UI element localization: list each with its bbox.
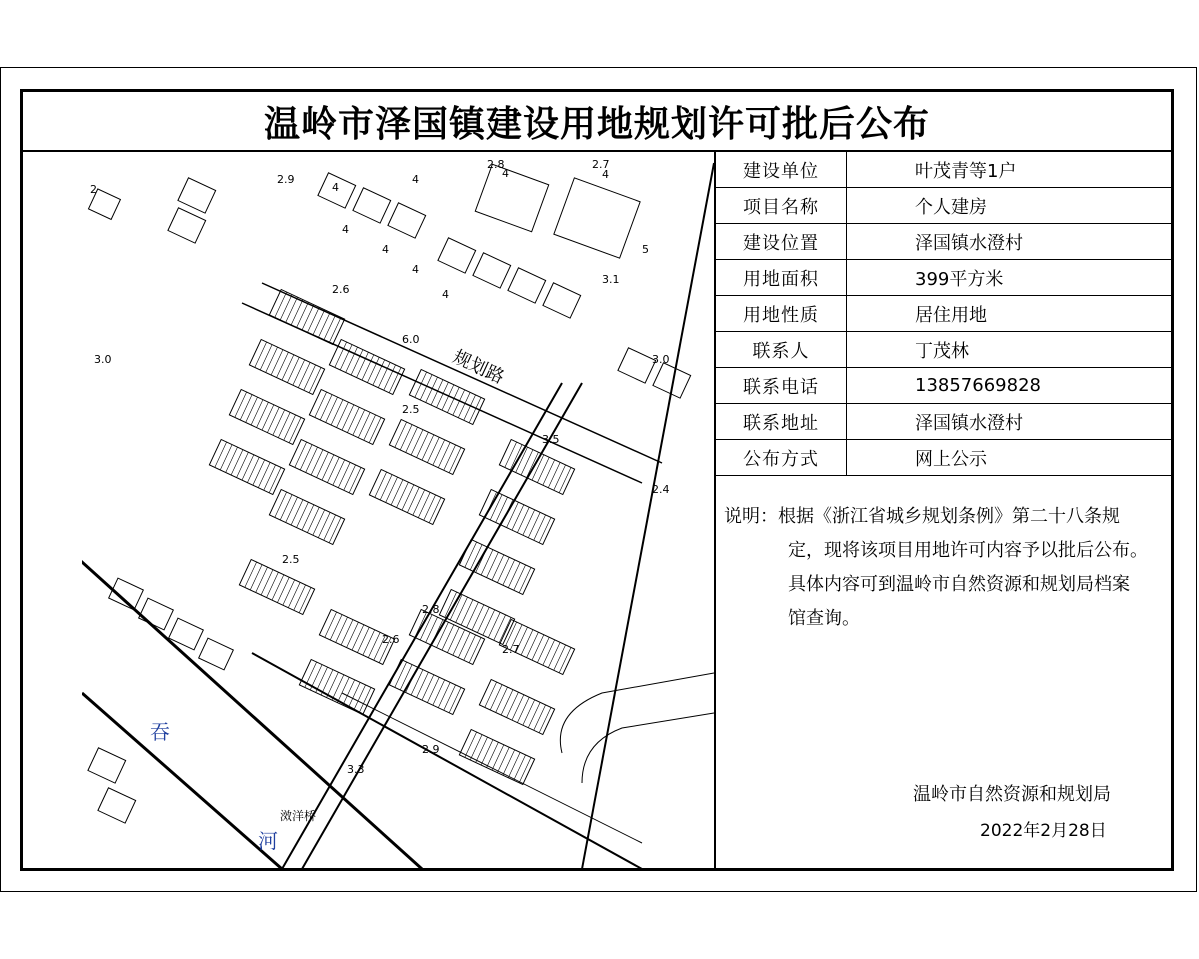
hatch-line [532, 635, 544, 660]
hatch-line [395, 662, 407, 687]
hatch-line [470, 735, 482, 760]
hatch-line [357, 627, 369, 652]
row-label: 建设单位 [716, 152, 847, 187]
hatch-line [391, 480, 403, 505]
hatch-line [467, 602, 479, 627]
hatch-line [497, 557, 509, 582]
hatched-building [269, 490, 344, 545]
hatch-line [342, 405, 354, 430]
hatch-line [411, 430, 423, 455]
hatch-line [318, 312, 330, 337]
hatch-line [307, 507, 319, 532]
hatch-line [438, 682, 450, 707]
hatch-line [348, 682, 360, 707]
map-number-label: 3.0 [94, 353, 112, 366]
hatch-line [293, 360, 305, 385]
table-row [716, 404, 1171, 440]
hatch-line [483, 610, 495, 635]
hatch-line [395, 422, 407, 447]
hatch-line [358, 412, 370, 437]
hatch-line [433, 440, 445, 465]
hatch-line [508, 562, 520, 587]
hatch-line [492, 745, 504, 770]
hatch-line [280, 495, 292, 520]
hatch-line [298, 362, 310, 387]
hatch-line [220, 445, 232, 470]
hatch-line [386, 477, 398, 502]
map-number-label: 4 [332, 181, 339, 194]
hatch-line [507, 502, 519, 527]
map-number-label: 2 [90, 183, 97, 196]
hatch-line [330, 615, 342, 640]
row-label: 建设位置 [716, 224, 847, 259]
hatch-line [481, 740, 493, 765]
hatch-line [523, 700, 535, 725]
hatch-line [337, 677, 349, 702]
row-value: 13857669828 [915, 375, 1041, 396]
hatch-line [367, 357, 379, 382]
hatch-line [278, 412, 290, 437]
table-row [716, 260, 1171, 296]
row-value: 丁茂林 [915, 340, 969, 362]
hatched-building [389, 420, 464, 475]
hatch-line [280, 295, 292, 320]
note-line-1: 说明：根据《浙江省城乡规划条例》第二十八条规 [724, 506, 1120, 527]
hatch-line [400, 665, 412, 690]
row-value: 399平方米 [915, 268, 1004, 290]
hatch-line [490, 685, 502, 710]
hatch-line [400, 425, 412, 450]
hatch-line [352, 625, 364, 650]
hatch-line [527, 452, 539, 477]
hatch-line [422, 675, 434, 700]
row-value: 居住用地 [915, 304, 987, 326]
hatch-line [266, 347, 278, 372]
hatch-line [297, 502, 309, 527]
hatch-line [402, 485, 414, 510]
hatch-line [272, 575, 284, 600]
hatch-line [496, 497, 508, 522]
hatch-line [422, 435, 434, 460]
note-line-2: 定，现将该项目用地许可内容予以批后公布。 [788, 540, 1148, 561]
hatch-line [331, 400, 343, 425]
hatch-line [302, 305, 314, 330]
hatch-line [444, 685, 456, 710]
hatch-line [534, 705, 546, 730]
hatch-line [528, 702, 540, 727]
hatch-line [543, 640, 555, 665]
map-number-label: 4 [442, 288, 449, 301]
map-number-label: 2.8 [422, 603, 440, 616]
map-road-label: 规划路 [449, 346, 508, 389]
hatch-line [324, 315, 336, 340]
hatch-line [291, 500, 303, 525]
hatch-line [315, 392, 327, 417]
hatch-line [336, 617, 348, 642]
hatch-line [332, 675, 344, 700]
hatch-line [255, 342, 267, 367]
hatch-line [282, 355, 294, 380]
hatch-line [251, 400, 263, 425]
hatch-line [316, 667, 328, 692]
hatch-line [427, 437, 439, 462]
hatch-line [324, 515, 336, 540]
hatch-line [302, 505, 314, 530]
row-label: 用地面积 [716, 260, 847, 295]
hatch-line [275, 492, 287, 517]
hatch-line [453, 630, 465, 655]
hatch-line [417, 432, 429, 457]
hatched-building [309, 390, 384, 445]
hatch-line [262, 405, 274, 430]
explanation-note [724, 500, 1164, 636]
hatch-line [442, 625, 454, 650]
table-row [716, 332, 1171, 368]
hatch-line [267, 572, 279, 597]
note-line-4: 馆查询。 [788, 608, 860, 629]
hatched-building [459, 540, 534, 595]
hatch-line [321, 670, 333, 695]
map-number-label: 2.9 [422, 743, 440, 756]
hatch-line [295, 442, 307, 467]
map-number-label: 2.6 [382, 633, 400, 646]
hatched-building [369, 470, 444, 525]
hatch-line [364, 415, 376, 440]
hatch-line [310, 665, 322, 690]
map-number-label: 4 [342, 223, 349, 236]
hatch-line [286, 297, 298, 322]
hatch-line [537, 457, 549, 482]
hatch-line [363, 630, 375, 655]
hatch-line [354, 685, 366, 710]
hatch-line [476, 737, 488, 762]
hatch-line [465, 732, 477, 757]
hatch-line [237, 452, 249, 477]
hatch-line [476, 547, 488, 572]
hatch-line [397, 482, 409, 507]
hatch-line [235, 392, 247, 417]
hatch-line [264, 465, 276, 490]
hatch-line [313, 310, 325, 335]
hatch-line [325, 612, 337, 637]
hatch-line [492, 555, 504, 580]
row-label: 公布方式 [716, 440, 847, 475]
hatch-line [242, 455, 254, 480]
hatch-line [517, 697, 529, 722]
hatch-line [503, 750, 515, 775]
hatch-line [284, 415, 296, 440]
table-row [716, 152, 1171, 188]
hatch-line [517, 507, 529, 532]
hatch-line [512, 505, 524, 530]
hatch-line [543, 460, 555, 485]
table-row [716, 188, 1171, 224]
issuer-signature: 温岭市自然资源和规划局 [913, 784, 1111, 805]
hatch-line [327, 457, 339, 482]
map-number-label: 4 [502, 167, 509, 180]
row-label: 联系地址 [716, 404, 847, 439]
hatch-line [347, 407, 359, 432]
hatch-line [333, 460, 345, 485]
hatch-line [537, 637, 549, 662]
table-row [716, 296, 1171, 332]
hatch-line [406, 667, 418, 692]
hatch-line [465, 542, 477, 567]
hatch-line [246, 397, 258, 422]
hatched-building [269, 290, 344, 345]
hatch-line [344, 465, 356, 490]
hatch-line [258, 462, 270, 487]
hatch-line [245, 562, 257, 587]
map-number-label: 5 [642, 243, 649, 256]
hatch-line [554, 645, 566, 670]
hatch-line [477, 607, 489, 632]
map-number-label: 3.1 [602, 273, 620, 286]
hatch-line [548, 462, 560, 487]
hatch-line [287, 357, 299, 382]
hatch-line [514, 755, 526, 780]
hatch-line [275, 292, 287, 317]
hatch-line [431, 620, 443, 645]
hatch-line [305, 662, 317, 687]
hatch-line [347, 622, 359, 647]
hatch-line [318, 512, 330, 537]
hatch-line [418, 492, 430, 517]
hatch-line [240, 395, 252, 420]
hatch-line [304, 365, 316, 390]
map-number-label: 3.5 [542, 433, 560, 446]
issue-date: 2022年2月28日 [980, 821, 1107, 841]
hatch-line [306, 447, 318, 472]
hatch-line [326, 397, 338, 422]
row-value: 个人建房 [915, 196, 987, 218]
map-number-label: 2.7 [502, 643, 520, 656]
notice-title: 温岭市泽国镇建设用地规划许可批后公布 [23, 92, 1171, 152]
hatch-line [413, 490, 425, 515]
hatch-line [338, 462, 350, 487]
hatch-line [317, 452, 329, 477]
table-row [716, 368, 1171, 404]
row-value: 泽国镇水澄村 [915, 232, 1023, 254]
hatch-line [554, 465, 566, 490]
hatch-line [247, 457, 259, 482]
row-value: 叶茂青等1户 [915, 160, 1017, 182]
hatch-line [503, 560, 515, 585]
hatch-line [447, 627, 459, 652]
map-number-label: 2.5 [282, 553, 300, 566]
hatch-line [512, 695, 524, 720]
hatched-building [229, 390, 304, 445]
hatch-line [253, 460, 265, 485]
map-number-label: 2.8 [487, 158, 505, 171]
map-number-label: 3.0 [652, 353, 670, 366]
map-number-label: 2.7 [592, 158, 610, 171]
hatched-building [249, 340, 324, 395]
row-label: 项目名称 [716, 188, 847, 223]
hatch-line [307, 307, 319, 332]
row-label: 用地性质 [716, 296, 847, 331]
hatch-line [273, 410, 285, 435]
map-number-label: 4 [412, 173, 419, 186]
hatch-line [501, 690, 513, 715]
hatch-line [288, 582, 300, 607]
hatch-line [320, 395, 332, 420]
hatch-line [487, 552, 499, 577]
hatch-line [373, 360, 385, 385]
hatch-line [277, 352, 289, 377]
hatch-line [311, 450, 323, 475]
hatch-line [215, 442, 227, 467]
row-label: 联系人 [716, 332, 847, 367]
row-value: 泽国镇水澄村 [915, 412, 1023, 434]
hatch-line [267, 407, 279, 432]
map-number-label: 2.4 [652, 483, 670, 496]
hatch-line [286, 497, 298, 522]
site-plan-map [82, 153, 714, 869]
hatch-line [406, 427, 418, 452]
hatch-line [417, 672, 429, 697]
hatch-line [291, 300, 303, 325]
row-value: 网上公示 [915, 448, 987, 470]
hatch-line [256, 567, 268, 592]
hatch-line [496, 687, 508, 712]
table-row [716, 440, 1171, 476]
hatched-building [479, 680, 554, 735]
hatch-line [534, 515, 546, 540]
hatch-line [261, 570, 273, 595]
note-line-3: 具体内容可到温岭市自然资源和规划局档案 [788, 574, 1130, 595]
map-bridge-label: 滧洋桥 [280, 809, 317, 823]
hatch-line [411, 670, 423, 695]
hatch-line [407, 487, 419, 512]
hatch-line [438, 442, 450, 467]
table-row [716, 224, 1171, 260]
hatch-line [461, 600, 473, 625]
hatch-line [375, 472, 387, 497]
hatch-line [507, 692, 519, 717]
hatch-line [527, 632, 539, 657]
hatch-line [488, 612, 500, 637]
map-number-label: 4 [412, 263, 419, 276]
hatch-line [294, 585, 306, 610]
hatch-line [485, 682, 497, 707]
map-number-label: 4 [602, 168, 609, 181]
hatch-line [548, 642, 560, 667]
map-number-label: 2.5 [402, 403, 420, 416]
map-number-label: 4 [382, 243, 389, 256]
hatch-line [487, 742, 499, 767]
hatch-line [497, 747, 509, 772]
hatch-line [521, 630, 533, 655]
hatch-line [250, 565, 262, 590]
hatch-line [380, 475, 392, 500]
hatch-line [368, 632, 380, 657]
hatch-line [458, 632, 470, 657]
hatch-line [297, 302, 309, 327]
hatch-line [464, 635, 476, 660]
hatch-line [226, 447, 238, 472]
hatch-line [341, 620, 353, 645]
map-number-label: 2.6 [332, 283, 350, 296]
hatch-line [528, 512, 540, 537]
hatched-building [389, 660, 464, 715]
hatch-line [300, 445, 312, 470]
hatched-building [299, 660, 374, 715]
hatch-line [271, 350, 283, 375]
hatch-line [444, 445, 456, 470]
map-number-label: 2.9 [277, 173, 295, 186]
hatch-line [260, 345, 272, 370]
map-river-label-2: 河 [258, 829, 278, 853]
map-river-label-1: 吞 [150, 720, 170, 744]
hatched-building [209, 440, 284, 495]
hatch-line [257, 402, 269, 427]
hatched-building [239, 560, 314, 615]
hatch-line [378, 362, 390, 387]
hatch-line [485, 492, 497, 517]
hatch-line [353, 410, 365, 435]
row-label: 联系电话 [716, 368, 847, 403]
hatched-building [289, 440, 364, 495]
map-number-label: 3.3 [347, 763, 365, 776]
hatch-line [424, 495, 436, 520]
hatch-line [277, 577, 289, 602]
hatch-line [514, 565, 526, 590]
hatch-line [231, 450, 243, 475]
hatch-line [427, 677, 439, 702]
hatch-line [433, 680, 445, 705]
hatch-line [322, 455, 334, 480]
hatch-line [313, 510, 325, 535]
hatch-line [523, 510, 535, 535]
hatch-line [508, 752, 520, 777]
map-number-label: 6.0 [402, 333, 420, 346]
hatch-line [343, 680, 355, 705]
hatch-line [501, 500, 513, 525]
hatch-line [327, 672, 339, 697]
hatch-line [472, 605, 484, 630]
hatch-line [283, 580, 295, 605]
hatch-line [337, 402, 349, 427]
